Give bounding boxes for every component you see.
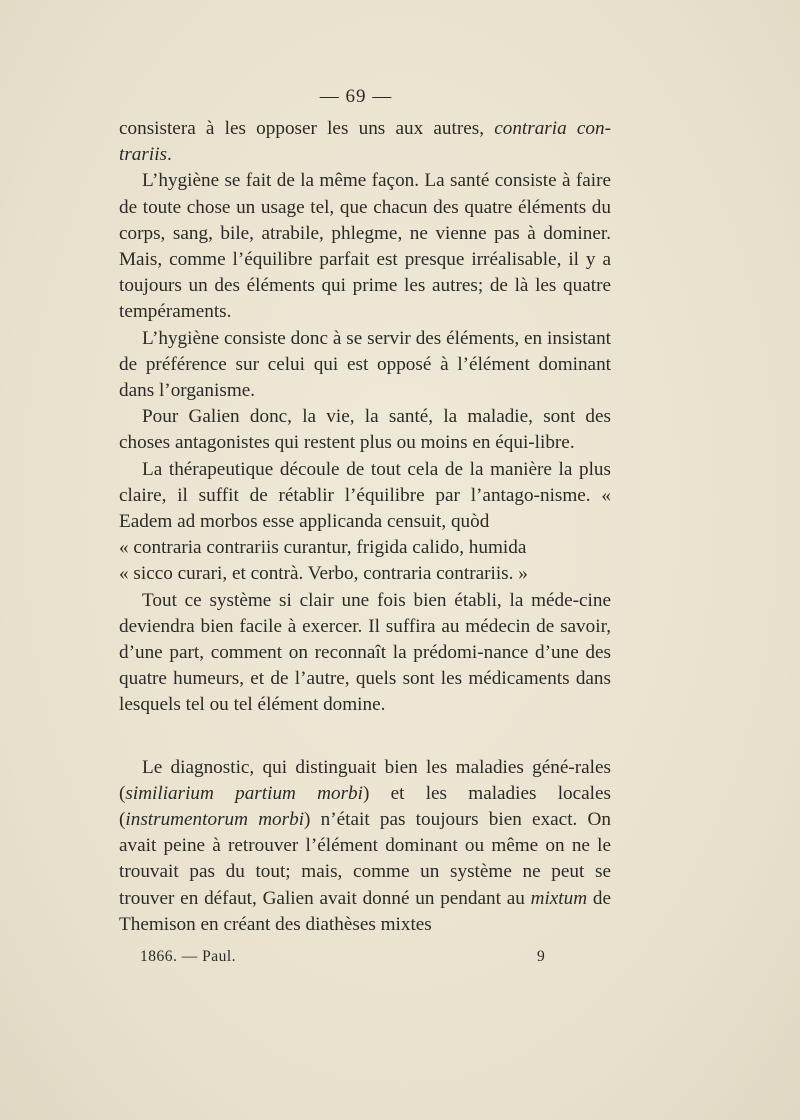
paragraph <box>119 755 611 938</box>
paragraph <box>119 168 611 325</box>
text-run: Tout ce système si clair une fois bien établi, la méde-cine deviendra bien facile à exercer. Il suffira au médecin de savoir, d’une part, comment on reconnaît la prédomi-nance d’une des quatre humeurs, et de l’autre, quels sont les médicaments dans lesquels tel ou tel élément domine. <box>119 589 611 716</box>
italic-text: instrumentorum morbi <box>125 809 305 831</box>
paragraph <box>119 404 611 456</box>
italic-text: similiarium partium morbi <box>125 782 363 804</box>
text-run: ) n’était pas toujours bien exact. On avait peine à retrouver l’élément dominant ou même on ne le trouvait pas du tout; mais, comme un système ne peut se trouver en défaut, Galien avait donné un pendant au <box>119 809 611 909</box>
italic-text: contraria con-trariis <box>119 118 611 166</box>
text-run: L’hygiène consiste donc à se servir des éléments, en insistant de préférence sur celui qui est opposé à l’élément dominant dans l’organisme. <box>119 327 611 402</box>
paragraph <box>119 588 611 719</box>
printer-signature: 1866. — Paul. <box>140 948 237 965</box>
paragraph <box>119 326 611 405</box>
text-run: . <box>167 144 172 166</box>
text-run: « contraria contrariis curantur, frigida calido, humida <box>119 537 527 559</box>
paragraph <box>119 561 611 587</box>
body-text <box>119 116 611 938</box>
text-run: L’hygiène se fait de la même façon. La santé consiste à faire de toute chose un usage tel, que chacun des quatre éléments du corps, sang, bile, atrabile, phlegme, ne vienne pas à dominer. Mais, comme l’équilibre parfait est presque irréalisable, il y a toujours un des éléments qui prime les autres; de là les quatre tempéraments. <box>119 170 611 323</box>
paragraph <box>119 457 611 536</box>
paragraph <box>119 116 611 168</box>
text-run: La thérapeutique découle de tout cela de la manière la plus claire, il suffit de rétablir l’équilibre par l’antago-nisme. « Eadem ad morbos esse applicanda censuit, quòd <box>119 458 611 533</box>
text-run: Le diagnostic, qui distinguait bien les maladies géné-rales ( <box>119 756 611 804</box>
text-run: « sicco curari, et contrà. Verbo, contraria contrariis. » <box>119 563 528 585</box>
text-run: consistera à les opposer les uns aux autres, <box>119 118 495 139</box>
paragraph <box>119 535 611 561</box>
sheet-number: 9 <box>537 948 545 965</box>
page-number: — 69 — <box>319 86 393 107</box>
italic-text: mixtum <box>530 887 588 909</box>
text-run: ) et les maladies locales ( <box>119 782 611 831</box>
text-run: Pour Galien donc, la vie, la santé, la maladie, sont des choses antagonistes qui restent plus ou moins en équi-libre. <box>119 406 611 454</box>
text-run: de Themison en créant des diathèses mixtes <box>119 887 611 935</box>
section-gap <box>119 719 611 755</box>
